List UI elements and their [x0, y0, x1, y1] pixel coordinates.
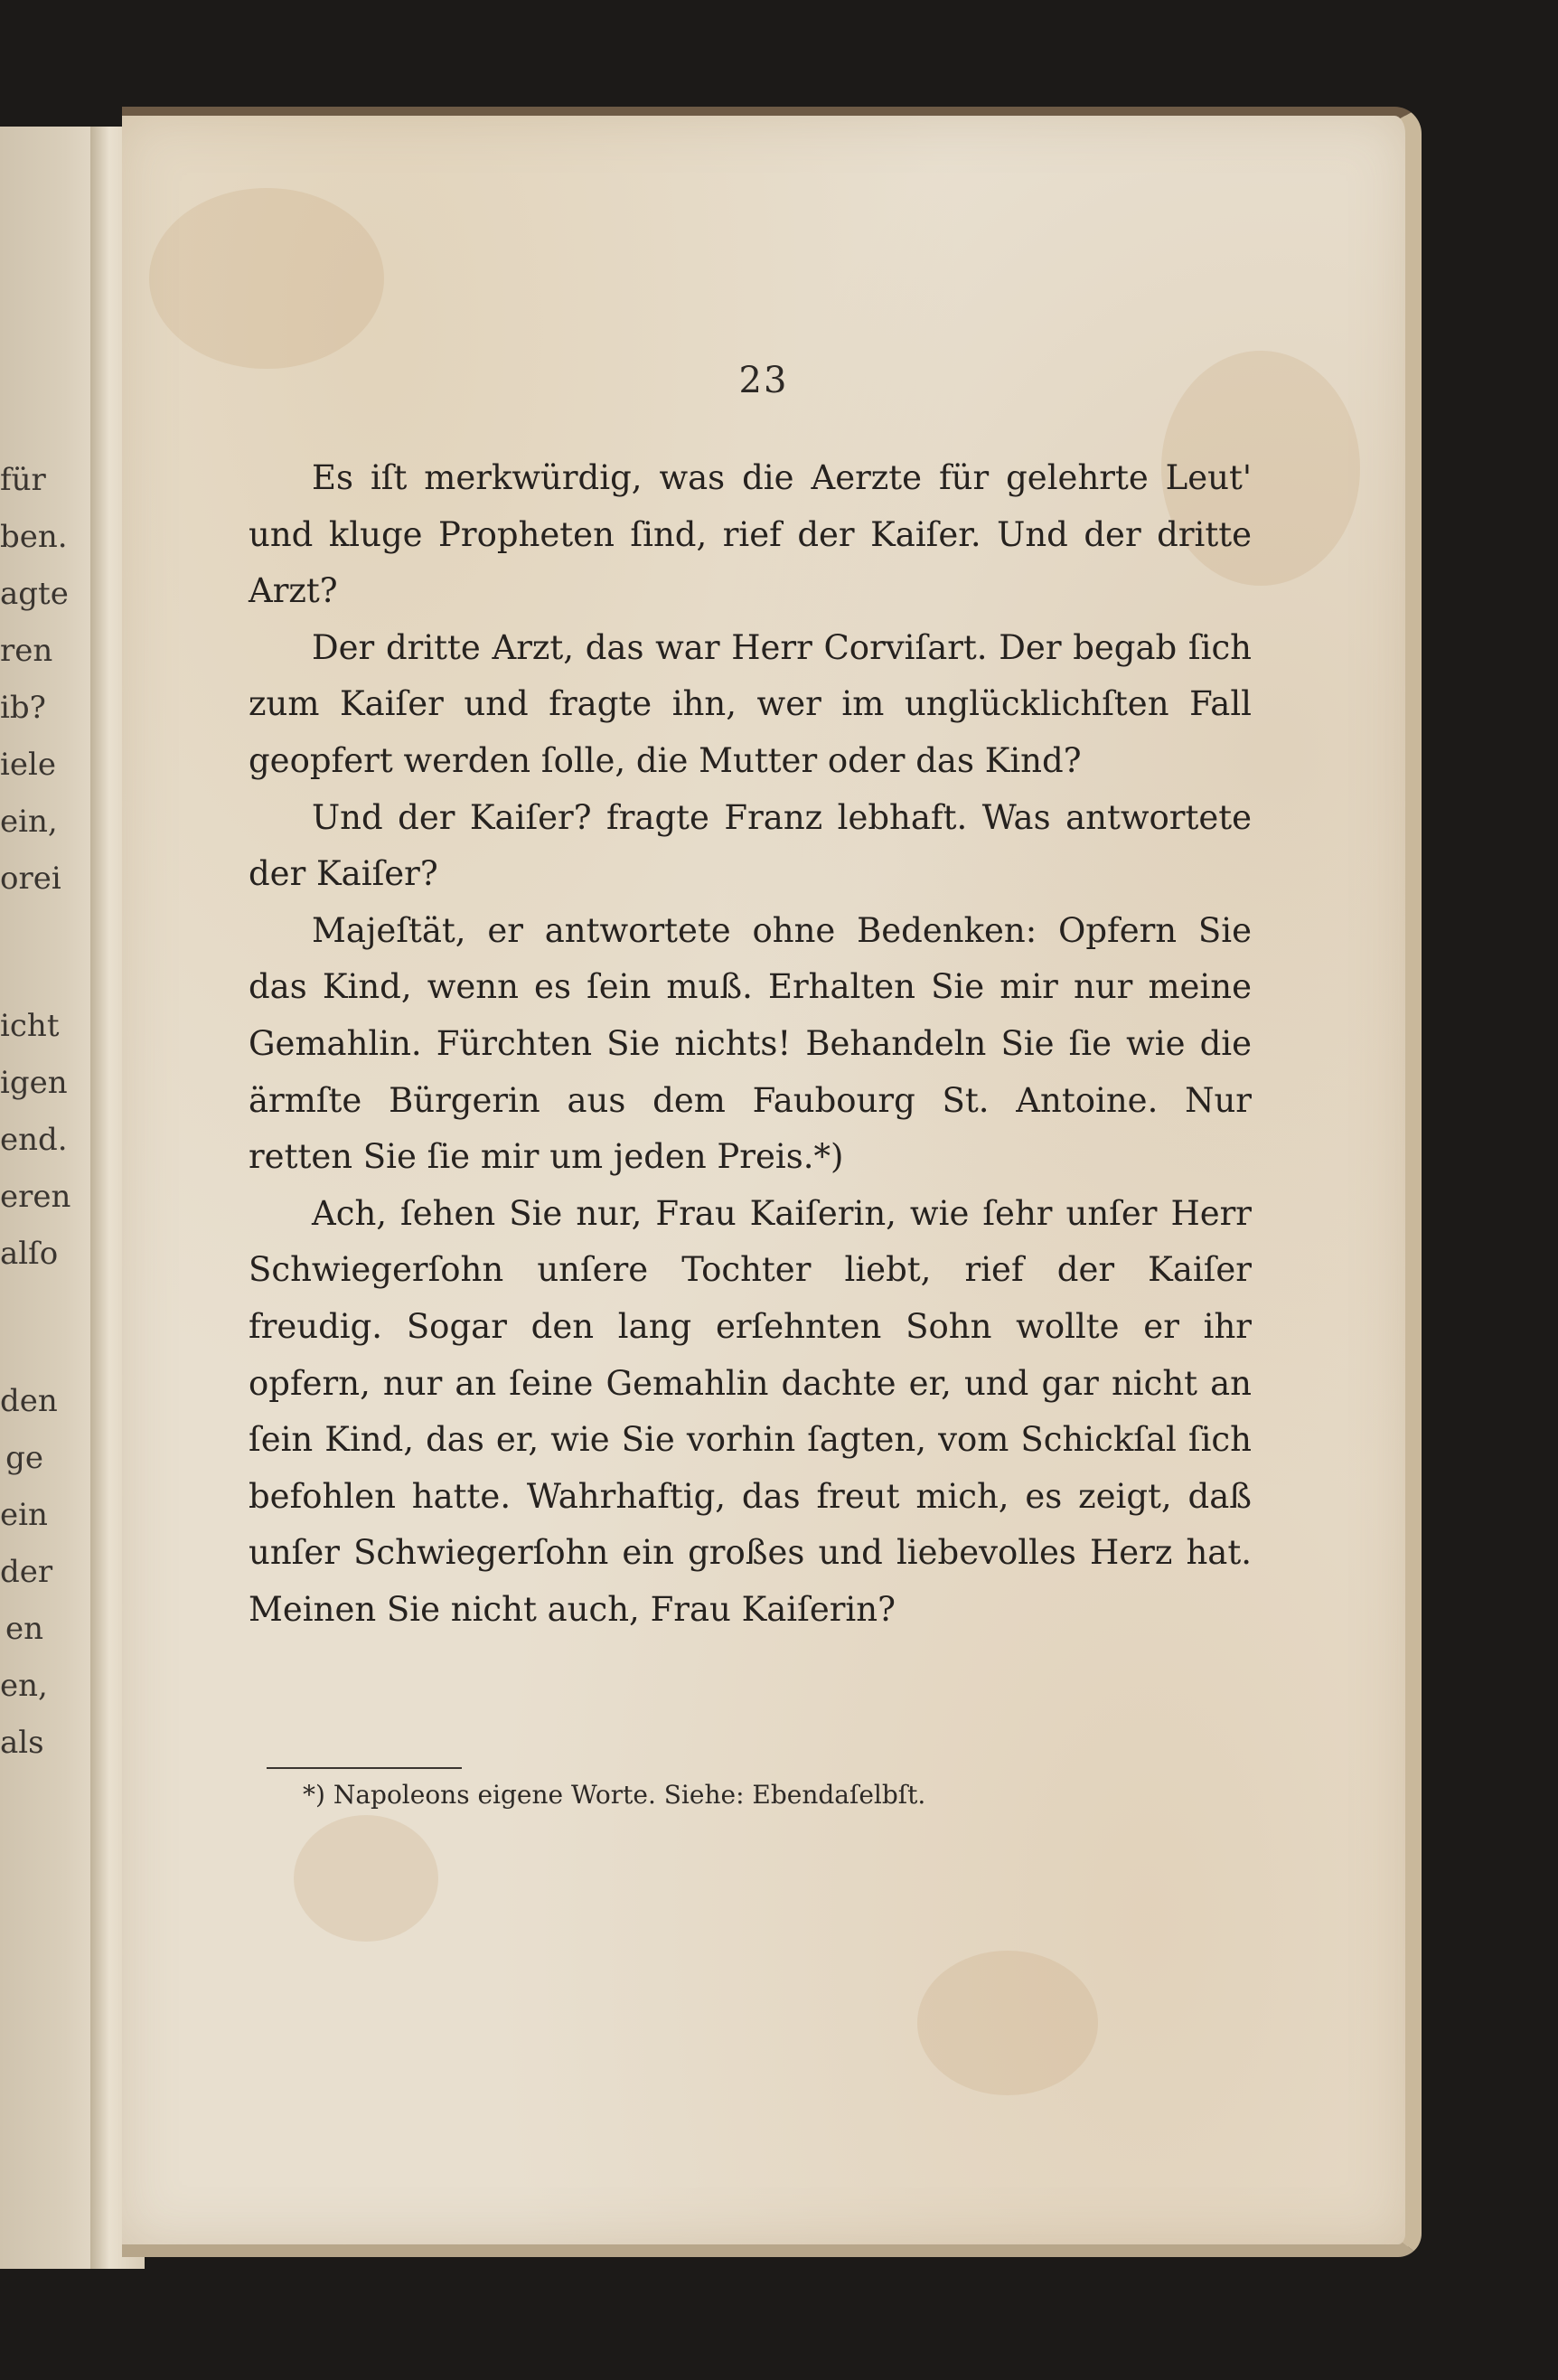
left-fragment: orei — [0, 861, 61, 897]
page-number: 23 — [738, 360, 789, 401]
left-fragment: eren — [0, 1179, 71, 1215]
footnote: *) Napoleons eigene Worte. Siehe: Ebendaſelbſt. — [303, 1780, 926, 1810]
left-fragment: der — [0, 1554, 53, 1590]
left-fragment: icht — [0, 1008, 60, 1044]
left-fragment: alſo — [0, 1236, 59, 1272]
paragraph: Der dritte Arzt, das war Herr Corviſart. Der begab ſich zum Kaiſer und fragte ihn, wer im unglücklichſten Fall geopfert werden ſolle, die Mutter oder das Kind? — [249, 627, 1252, 780]
left-fragment: den — [0, 1383, 58, 1419]
left-fragment: ein — [0, 1497, 48, 1533]
left-fragment-gap — [0, 1283, 54, 1373]
paragraph: Majeſtät, er antwortete ohne Bedenken: Opfern Sie das Kind, wenn es ſein muß. Erhalten Sie mir nur meine Gemahlin. Fürchten Sie nichts! Behandeln Sie ſie wie die ärmſte Bürgerin aus dem Faubourg St. Antoine. Nur retten Sie ſie mir um jeden Preis.*) — [249, 910, 1252, 1177]
left-fragment: ben. — [0, 519, 68, 555]
left-fragment: igen — [0, 1065, 68, 1101]
paragraph: Und der Kaiſer? fragte Franz lebhaft. Was antwortete der Kaiſer? — [249, 797, 1252, 894]
left-fragment: en — [5, 1611, 43, 1647]
body-text — [249, 450, 1252, 1638]
left-fragment: ge — [5, 1440, 43, 1476]
paper-stain — [149, 188, 384, 369]
footnote-divider — [267, 1767, 462, 1769]
book-page — [122, 107, 1422, 2257]
paper-stain — [917, 1951, 1098, 2095]
paper-stain — [294, 1815, 438, 1942]
left-fragment: ib? — [0, 690, 46, 726]
left-fragment: als — [0, 1725, 44, 1761]
left-fragment: ren — [0, 633, 53, 669]
left-fragment: end. — [0, 1122, 68, 1158]
left-fragment: ein, — [0, 804, 58, 840]
left-fragment: iele — [0, 747, 56, 783]
left-fragment: en, — [0, 1668, 48, 1704]
left-fragment-gap — [0, 908, 54, 998]
left-page-text-fragments — [0, 452, 71, 1772]
left-fragment: agte — [0, 576, 69, 612]
paragraph: Es iſt merkwürdig, was die Aerzte für gelehrte Leut' und kluge Propheten ſind, rief der Kaiſer. Und der dritte Arzt? — [249, 458, 1252, 611]
paragraph: Ach, ſehen Sie nur, Frau Kaiſerin, wie ſehr unſer Herr Schwiegerſohn unſere Tochter liebt, rief der Kaiſer freudig. Sogar den lang erſehnten Sohn wollte er ihr opfern, nur an ſeine Gemahlin dachte er, und gar nicht an ſein Kind, das er, wie Sie vorhin ſagten, vom Schickſal ſich befohlen hatte. Wahrhaftig, das freut mich, es zeigt, daß unſer Schwiegerſohn ein großes und liebevolles Herz hat. Meinen Sie nicht auch, Frau Kaiſerin? — [249, 1193, 1252, 1629]
left-fragment: für — [0, 462, 46, 498]
